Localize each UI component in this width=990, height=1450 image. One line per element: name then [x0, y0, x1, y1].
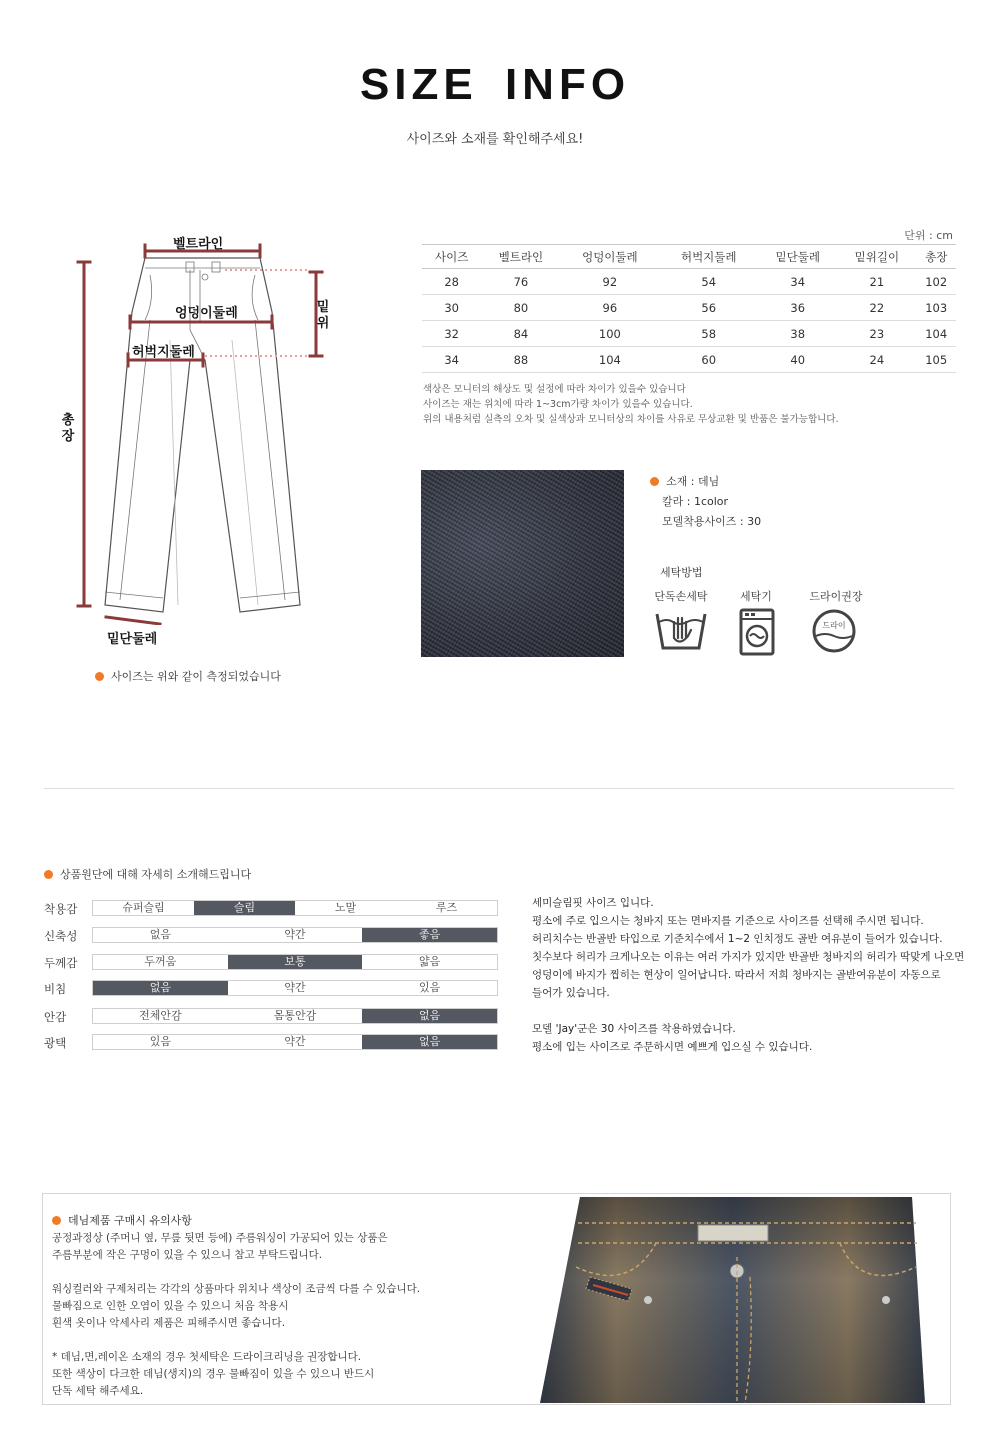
caution-line: 흰색 옷이나 악세사리 제품은 피해주시면 좋습니다. [52, 1317, 286, 1329]
caution-line: 주름부분에 작은 구멍이 있을 수 있으니 참고 부탁드립니다. [52, 1249, 323, 1261]
table-cell: 92 [560, 269, 659, 295]
table-cell: 80 [481, 295, 560, 321]
dry-clean-icon [811, 608, 857, 654]
rating-label: 안감 [44, 1010, 67, 1024]
column-header: 허벅지둘레 [659, 245, 758, 269]
table-cell: 102 [916, 269, 956, 295]
bullet-dot-icon [44, 870, 53, 879]
table-cell: 104 [560, 347, 659, 373]
scale-option-selected: 좋음 [362, 928, 497, 942]
table-cell: 36 [758, 295, 837, 321]
table-cell: 100 [560, 321, 659, 347]
table-cell: 32 [422, 321, 481, 347]
care-label-hand-wash: 단독손세탁 [654, 590, 708, 603]
table-cell: 103 [916, 295, 956, 321]
column-header: 총장 [916, 245, 956, 269]
rating-label: 광택 [44, 1036, 67, 1050]
section-divider [44, 788, 954, 789]
scale-option-selected: 없음 [362, 1009, 497, 1023]
size-notes [423, 382, 839, 427]
care-title: 세탁방법 [660, 566, 703, 579]
table-row [422, 295, 956, 321]
care-label-dry: 드라이권장 [809, 590, 863, 603]
caution-line: 물빠짐으로 인한 오염이 있을 수 있으니 처음 착용시 [52, 1300, 289, 1312]
caution-line [52, 1332, 420, 1349]
jeans-photo [540, 1197, 932, 1403]
fabric-detail-title: 상품원단에 대해 자세히 소개해드립니다 [44, 866, 251, 882]
length-label: 총 장 [61, 413, 75, 444]
size-table [422, 244, 956, 373]
page-title: SIZE INFO [359, 60, 631, 109]
column-header: 밑위길이 [837, 245, 916, 269]
table-cell: 40 [758, 347, 837, 373]
scale-option: 약간 [284, 981, 306, 994]
scale-option: 노말 [334, 901, 357, 914]
lining-scale [92, 1008, 498, 1024]
sheerness-scale [92, 980, 498, 996]
care-label-machine: 세탁기 [740, 590, 772, 603]
caution-line: 단독 세탁 해주세요. [52, 1385, 144, 1397]
column-header: 밑단둘레 [758, 245, 837, 269]
scale-option-selected: 슬림 [194, 901, 295, 915]
hem-label: 밑단둘레 [107, 632, 158, 647]
material-info: 소재 : 데님 [650, 473, 719, 489]
table-cell: 24 [837, 347, 916, 373]
table-cell: 38 [758, 321, 837, 347]
bullet-dot-icon [650, 477, 659, 486]
scale-option: 몸통안감 [273, 1009, 317, 1022]
caution-line: 또한 색상이 다크한 데님(생지)의 경우 물빠짐이 있을 수 있으니 반드시 [52, 1368, 375, 1380]
table-cell: 21 [837, 269, 916, 295]
column-header: 벨트라인 [481, 245, 560, 269]
scale-option: 얇음 [419, 955, 441, 968]
description-line: 허리치수는 반골반 타입으로 기준치수에서 1~2 인치정도 골반 여유분이 들어가 있습니다. [532, 933, 943, 945]
hand-wash-icon [653, 608, 709, 654]
table-cell: 76 [481, 269, 560, 295]
color-info: 칼라 : 1color [662, 495, 729, 508]
table-cell: 23 [837, 321, 916, 347]
caution-text [52, 1230, 420, 1400]
scale-option: 루즈 [435, 901, 458, 914]
table-cell: 34 [422, 347, 481, 373]
scale-option: 슈퍼슬림 [122, 901, 165, 914]
table-row [422, 269, 956, 295]
table-cell: 28 [422, 269, 481, 295]
column-header: 엉덩이둘레 [560, 245, 659, 269]
stretch-scale [92, 927, 498, 943]
svg-text:드라이: 드라이 [822, 621, 846, 630]
scale-option: 있음 [419, 981, 441, 994]
caution-line: * 데님,면,레이온 소재의 경우 첫세탁은 드라이크리닝을 권장합니다. [52, 1351, 362, 1363]
description-line: 엉덩이에 바지가 찝히는 현상이 일어납니다. 따라서 저희 청바지는 골반여유분이 자동으로 [532, 969, 941, 981]
description-line: 모델 'Jay'군은 30 사이즈를 착용하였습니다. [532, 1023, 736, 1035]
fabric-swatch-image [421, 470, 624, 657]
table-header-row [422, 245, 956, 269]
thigh-label: 허벅지둘레 [132, 345, 195, 360]
thickness-scale [92, 954, 498, 970]
note-line: 위의 내용처럼 실측의 오차 및 실색상과 모니터상의 차이를 사유로 무상교환 및 반품은 불가능합니다. [423, 414, 839, 425]
fit-description [532, 894, 964, 1056]
scale-option: 전체안감 [139, 1009, 182, 1022]
description-line: 세미슬림핏 사이즈 입니다. [532, 897, 654, 909]
caution-line: 워싱컬러와 구제처리는 각각의 상품마다 위치나 색상이 조금씩 다를 수 있습니다. [52, 1283, 421, 1295]
belt-line-label: 벨트라인 [173, 237, 224, 252]
table-cell: 58 [659, 321, 758, 347]
description-line: 들어가 있습니다. [532, 987, 610, 999]
bullet-dot-icon [95, 672, 104, 681]
table-row [422, 347, 956, 373]
rating-label: 신축성 [44, 929, 78, 943]
table-cell: 96 [560, 295, 659, 321]
rise-label: 밑 위 [316, 300, 330, 331]
description-line: 평소에 입는 사이즈로 주문하시면 예쁘게 입으실 수 있습니다. [532, 1041, 813, 1053]
scale-option-selected: 없음 [362, 1035, 497, 1049]
note-line: 사이즈는 재는 위치에 따라 1~3cm가량 차이가 있을수 있습니다. [423, 399, 693, 410]
caution-title: 데님제품 구매시 유의사항 [52, 1212, 192, 1228]
scale-option: 약간 [284, 928, 306, 941]
gloss-scale [92, 1034, 498, 1050]
caution-line: 공정과정상 (주머니 옆, 무릎 뒷면 등에) 주름워싱이 가공되어 있는 상품은 [52, 1232, 388, 1244]
pants-measurement-diagram [40, 225, 340, 625]
scale-option-selected: 보통 [228, 955, 363, 969]
scale-option: 있음 [149, 1035, 171, 1048]
column-header: 사이즈 [422, 245, 481, 269]
washing-machine-icon [739, 608, 775, 656]
scale-option: 두꺼움 [144, 955, 177, 968]
scale-option: 약간 [284, 1035, 306, 1048]
hip-label: 엉덩이둘레 [175, 306, 238, 321]
table-cell: 30 [422, 295, 481, 321]
table-cell: 56 [659, 295, 758, 321]
fit-scale [92, 900, 498, 916]
page-subtitle: 사이즈와 소재를 확인해주세요! [406, 132, 584, 147]
table-cell: 88 [481, 347, 560, 373]
description-line: 평소에 주로 입으시는 청바지 또는 면바지를 기준으로 사이즈를 선택해 주시면 됩니다. [532, 915, 924, 927]
bullet-dot-icon [52, 1216, 61, 1225]
scale-option-selected: 없음 [93, 981, 228, 995]
description-line [532, 1002, 964, 1020]
table-cell: 34 [758, 269, 837, 295]
table-cell: 84 [481, 321, 560, 347]
rating-label: 두께감 [44, 956, 78, 970]
table-cell: 22 [837, 295, 916, 321]
table-cell: 54 [659, 269, 758, 295]
rating-label: 비침 [44, 982, 67, 996]
measurement-note: 사이즈는 위와 같이 측정되었습니다 [95, 668, 281, 684]
unit-label: 단위 : cm [904, 229, 953, 242]
caution-line [52, 1264, 420, 1281]
table-row [422, 321, 956, 347]
description-line: 칫수보다 허리가 크게나오는 이유는 여러 가지가 있지만 반골반 청바지의 허리가 딱맞게 나오면 [532, 951, 965, 963]
table-cell: 60 [659, 347, 758, 373]
model-size-info: 모델착용사이즈 : 30 [662, 515, 762, 528]
table-cell: 104 [916, 321, 956, 347]
rating-label: 착용감 [44, 902, 78, 916]
note-line: 색상은 모니터의 해상도 및 설정에 따라 차이가 있을수 있습니다 [423, 384, 686, 395]
table-cell: 105 [916, 347, 956, 373]
scale-option: 없음 [149, 928, 171, 941]
